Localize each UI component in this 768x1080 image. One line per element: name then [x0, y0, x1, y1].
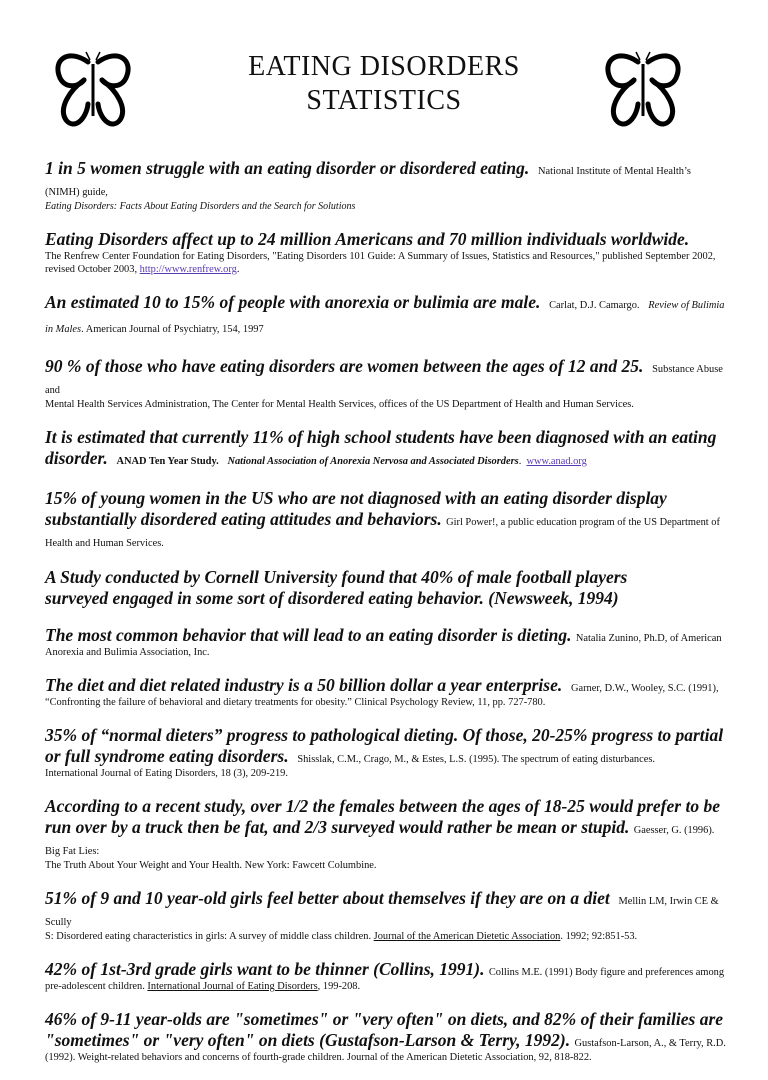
renfrew-link[interactable]: http://www.renfrew.org: [139, 264, 237, 275]
stat-headline: surveyed engaged in some sort of disordered eating behavior. (Newsweek, 1994): [45, 588, 619, 608]
stat-source: International Journal of Eating Disorders, 18 (3), 209-219.: [45, 768, 288, 779]
stat-source: The Renfrew Center Foundation for Eating Disorders, "Eating Disorders 101 Guide: A Summary of Issues, Statistics and Resources," published September 2002, revised October 2003,: [45, 251, 716, 275]
stat-entry: [45, 725, 728, 780]
stat-citation: Carlat, D.J. Camargo.: [549, 300, 640, 311]
statistics-list: [45, 158, 728, 1080]
stat-entry: [45, 888, 728, 943]
butterfly-icon: [600, 50, 686, 130]
stat-headline: 42% of 1st-3rd grade girls want to be thinner (Collins, 1991).: [45, 959, 485, 979]
stat-entry: [45, 229, 728, 276]
stat-headline: Eating Disorders affect up to 24 million Americans and 70 million individuals worldwide.: [45, 229, 690, 249]
stat-citation-title: Review of Bulimia in Males: [45, 300, 725, 335]
stat-source-end: . 1992; 92:851-53.: [560, 931, 638, 942]
stat-entry: [45, 796, 728, 872]
stat-entry: [45, 625, 728, 659]
stat-citation: Girl Power!, a public education program of the US Department of Health and Human Services.: [45, 517, 720, 549]
stat-source: Eating Disorders: Facts About Eating Disorders and the Search for Solutions: [45, 201, 356, 212]
journal-title: International Journal of Eating Disorders: [147, 981, 318, 992]
title-line-2: STATISTICS: [306, 85, 462, 116]
stat-headline: It is estimated that currently 11% of high school students have been diagnosed with an eating disorder.: [45, 427, 717, 468]
stat-citation: Gaesser, G. (1996). Big Fat Lies:: [45, 825, 715, 857]
stat-headline: An estimated 10 to 15% of people with anorexia or bulimia are male.: [45, 292, 541, 312]
stat-citation: ANAD Ten Year Study.: [116, 456, 219, 467]
stat-headline: 46% of 9-11 year-olds are "sometimes" or "very often" on diets, and 82% of their families are "sometimes" or "very often" on diets (Gustafson-Larson & Terry, 1992).: [45, 1009, 724, 1050]
stat-source: pre-adolescent children.: [45, 981, 148, 992]
journal-title: Journal of the American Dietetic Association: [373, 931, 561, 942]
title-line-1: EATING DISORDERS: [248, 51, 520, 82]
stat-citation: National Institute of Mental Health’s (NIMH) guide,: [45, 166, 691, 198]
stat-entry: [45, 488, 728, 551]
stat-headline: 51% of 9 and 10 year-old girls feel better about themselves if they are on a diet: [45, 888, 610, 908]
stat-citation: Substance Abuse and: [45, 364, 723, 396]
stat-headline: A Study conducted by Cornell University found that 40% of male football players: [45, 567, 628, 587]
stat-entry: [45, 675, 728, 709]
stat-entry: It is estimated that currently 11% of high school students have been diagnosed with an eating disorder. ANAD Ten Year Study. National Association of Anorexia Nervosa and Associated Disorders. www.anad.org: [45, 427, 717, 468]
stat-headline: 90 % of those who have eating disorders are women between the ages of 12 and 25.: [45, 356, 644, 376]
stat-citation: Garner, D.W., Wooley, S.C. (1991),: [570, 683, 719, 694]
stat-source: The Truth About Your Weight and Your Health. New York: Fawcett Columbine.: [45, 860, 377, 871]
stat-entry: [45, 567, 728, 609]
stat-source-end: , 199-208.: [317, 981, 361, 992]
stat-source: S: Disordered eating characteristics in girls: A survey of middle class children.: [45, 931, 374, 942]
stat-citation: Shisslak, C.M., Crago, M., & Estes, L.S. (1995). The spectrum of eating disturbances.: [297, 754, 655, 765]
stat-citation: Gustafson-Larson, A., & Terry, R.D.: [574, 1038, 726, 1049]
stat-citation-org: National Association of Anorexia Nervosa and Associated Disorders: [227, 456, 519, 467]
stat-citation: Natalia Zunino, Ph.D, of American: [575, 633, 722, 644]
stat-source: Anorexia and Bulimia Association, Inc.: [45, 647, 210, 658]
stat-entry: [45, 356, 728, 411]
stat-citation: Collins M.E. (1991) Body figure and preferences among: [488, 967, 725, 978]
stat-entry: [45, 1009, 728, 1064]
stat-source: “Confronting the failure of behavioral and dietary treatments for obesity.” Clinical Psychology Review, 11, pp. 727-780.: [45, 697, 546, 708]
stat-entry: [45, 959, 728, 993]
stat-source: . American Journal of Psychiatry, 154, 1997: [81, 324, 264, 335]
stat-headline: According to a recent study, over 1/2 the females between the ages of 18-25 would prefer to be run over by a truck then be fat, and 2/3 surveyed would rather be mean or stupid.: [45, 796, 720, 837]
stat-headline: The most common behavior that will lead to an eating disorder is dieting.: [45, 625, 572, 645]
stat-source: (1992). Weight-related behaviors and concerns of fourth-grade children. Journal of the American Dietetic Association, 92, 818-822.: [45, 1052, 592, 1063]
stat-source-end: .: [236, 264, 240, 275]
stat-entry: [45, 158, 728, 213]
stat-headline: 15% of young women in the US who are not diagnosed with an eating disorder display substantially disordered eating attitudes and behaviors.: [45, 488, 667, 529]
stat-headline: The diet and diet related industry is a 50 billion dollar a year enterprise.: [45, 675, 563, 695]
stat-headline: 35% of “normal dieters” progress to pathological dieting. Of those, 20-25% progress to partial or full syndrome eating disorders.: [45, 725, 724, 766]
anad-link[interactable]: www.anad.org: [526, 456, 587, 467]
stat-citation: Mellin LM, Irwin CE & Scully: [45, 896, 719, 928]
stat-entry: [45, 292, 728, 340]
stat-source: Mental Health Services Administration, The Center for Mental Health Services, offices of the US Department of Health and Human Services.: [45, 399, 634, 410]
stat-headline: 1 in 5 women struggle with an eating disorder or disordered eating.: [45, 158, 530, 178]
